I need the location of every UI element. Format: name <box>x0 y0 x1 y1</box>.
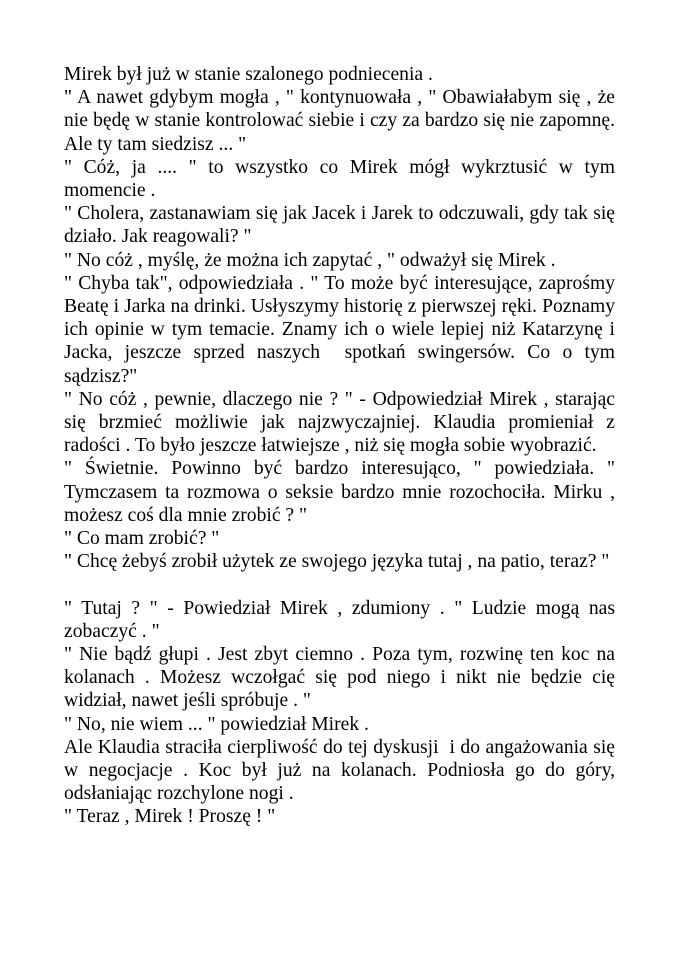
paragraph-11: " Tutaj ? " - Powiedział Mirek , zdumiony . " Ludzie mogą nas zobaczyć . " <box>64 597 620 642</box>
paragraph-9: " Co mam zrobić? " <box>64 528 220 550</box>
paragraph-10: " Chcę żebyś zrobił użytek ze swojego języka tutaj , na patio, teraz? " <box>64 551 610 573</box>
paragraph-14: Ale Klaudia straciła cierpliwość do tej dyskusji i do angażowania się w negocjacje . Koc był już na kolanach. Podniosła go do góry, odsłaniając rozchylone nogi . <box>64 736 620 805</box>
paragraph-4: " Cholera, zastanawiam się jak Jacek i Jarek to odczuwali, gdy tak się działo. Jak reagowali? " <box>64 203 620 248</box>
paragraph-12: " Nie bądź głupi . Jest zbyt ciemno . Poza tym, rozwinę ten koc na kolanach . Możesz wczołgać się pod niego i nikt nie będzie cię widział, nawet jeśli spróbuje . " <box>64 644 620 712</box>
document-body <box>64 63 620 829</box>
blank-line <box>64 573 615 596</box>
paragraph-15: " Teraz , Mirek ! Proszę ! " <box>64 806 276 828</box>
paragraph-6: " Chyba tak", odpowiedziała . " To może być interesujące, zaprośmy Beatę i Jarka na drinki. Usłyszymy historię z pierwszej ręki. Poznamy ich opinie w tym temacie. Znamy ich o wiele lepiej niż Katarzynę i Jacka, jeszcze sprzed naszych spotkań swingersów. Co o tym sądzisz?" <box>64 272 620 387</box>
paragraph-1: Mirek był już w stanie szalonego podniecenia . <box>64 64 433 85</box>
paragraph-5: " No cóż , myślę, że można ich zapytać , " odważył się Mirek . <box>64 249 556 271</box>
paragraph-3: " Cóż, ja .... " to wszystko co Mirek mógł wykrztusić w tym momencie . <box>64 156 620 202</box>
paragraph-8: " Świetnie. Powinno być bardzo interesująco, " powiedziała. " Tymczasem ta rozmowa o seksie bardzo mnie rozochociła. Mirku , możesz coś dla mnie zrobić ? " <box>64 458 620 526</box>
paragraph-7: " No cóż , pewnie, dlaczego nie ? " - Odpowiedział Mirek , starając się brzmieć możliwie jak najzwyczajniej. Klaudia promieniał z radości . To było jeszcze łatwiejsze , niż się mogła sobie wyobrazić. <box>64 388 620 457</box>
paragraph-13: " No, nie wiem ... " powiedział Mirek . <box>64 713 369 735</box>
paragraph-2: " A nawet gdybym mogła , " kontynuowała , " Obawiałabym się , że nie będę w stanie kontrolować siebie i czy za bardzo się nie zapomnę. Ale ty tam siedzisz ... " <box>64 87 620 155</box>
